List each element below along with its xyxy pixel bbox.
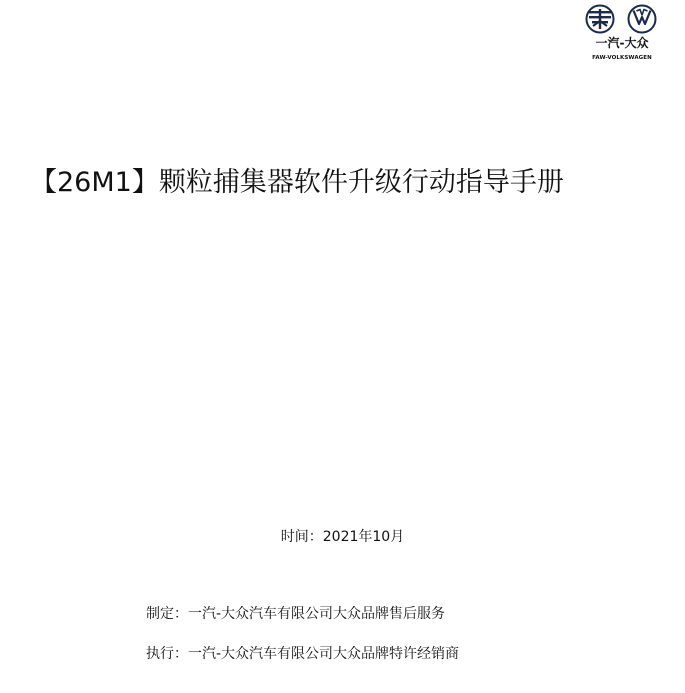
date-label: 时间：: [280, 529, 323, 545]
executor-line: [146, 644, 459, 664]
logo-icons: [584, 4, 660, 34]
executor-label: 执行：: [146, 646, 188, 662]
faw-emblem-icon: [587, 6, 614, 33]
executor-value: 一汽-大众汽车有限公司大众品牌特许经销商: [188, 646, 460, 662]
logo-text-zh: 一汽-大众: [595, 36, 649, 50]
logo-text-en: FAW-VOLKSWAGEN: [592, 55, 652, 61]
faw-volkswagen-logo: [582, 4, 662, 66]
date-line: [0, 527, 685, 547]
document-title: 【26M1】颗粒捕集器软件升级行动指导手册: [30, 167, 564, 198]
date-value: 2021年10月: [322, 529, 405, 545]
issuer-value: 一汽-大众汽车有限公司大众品牌售后服务: [188, 606, 446, 622]
issuer-label: 制定：: [146, 606, 188, 622]
vw-roundel-icon: [629, 6, 656, 33]
issuer-line: [146, 604, 445, 624]
